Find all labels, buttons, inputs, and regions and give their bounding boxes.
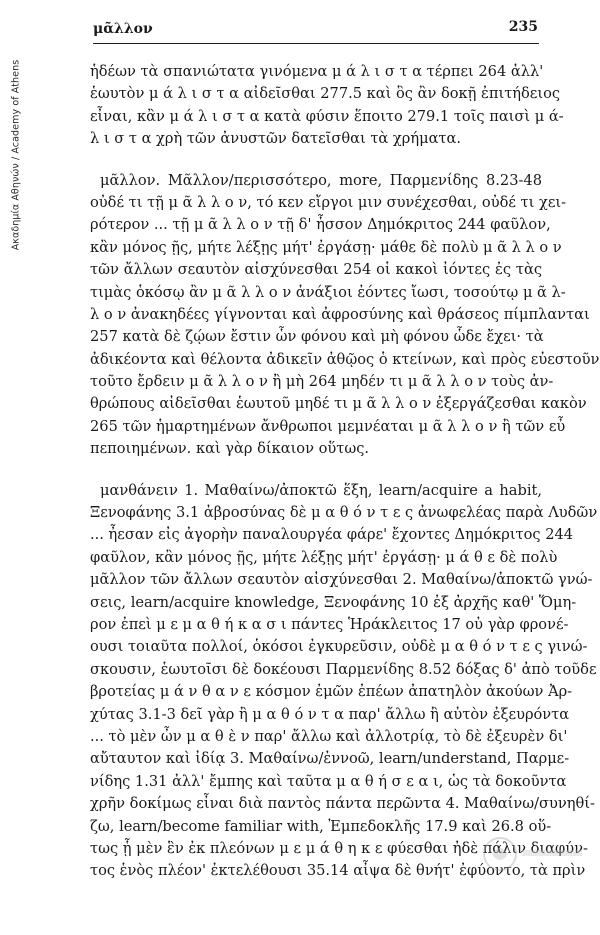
text-line: λ ο ν ἀνακηδέες γίγνονται καὶ ἀφροσύνης καὶ θράσεος πίμπλανται [90,305,590,323]
text-line: βροτείας μ ά ν θ α ν ε κόσμον ἐμῶν ἐπέων ἀπατηλὸν ἀκούων Ἀρ- [90,683,573,701]
page-body [90,61,600,883]
text-line: ... τὸ μὲν ὦν μ α θ ὲ ν παρ' ἄλλω καὶ ἀλλοτρίᾳ, τὸ δὲ ἐξευρὲν δι' [90,727,568,745]
academy-watermark [2,40,30,270]
entry-gap [90,151,542,170]
text-line: 257 κατὰ δὲ ζῴων ἔστιν ὧν φόνου καὶ μὴ φόνου ὧδε ἔχει· τὰ [90,328,544,346]
entry-heading-line: μᾶλλον. Μᾶλλον/περισσότερο, more, Παρμενίδης 8.23-48 [100,171,542,189]
text-line: σκουσιν, ἑωυτοῖσι δὲ δοκέουσι Παρμενίδης 8.52 δόξας δ' ἀπὸ τοῦδε [90,660,597,678]
text-line: τοῦτο ἔρδειν μ ᾶ λ λ ο ν ἢ μὴ 264 μηδέν τι μ ᾶ λ λ ο ν τοὺς ἀν- [90,373,554,391]
entry-mallon [90,170,600,461]
watermark-text: Ακαδημία Αθηνών / Academy of Athens [10,59,22,251]
text-line: θρώπους αἰδεῖσθαι ἑωυτοῦ μηδέ τι μ ᾶ λ λ ο ν ἐξεργάζεσθαι κακὸν [90,395,587,413]
entry-continuation [90,61,564,151]
text-line: οὐδέ τι τῇ μ ᾶ λ λ ο ν, τό κεν εἴργοι μιν συνέχεσθαι, οὐδέ τι χει- [90,193,567,211]
text-line: τιμὰς ὁκόσῳ ἂν μ ᾶ λ λ ο ν ἀνάξιοι ἐόντες ἴωσι, τοσούτῳ μ ᾶ λ- [90,283,566,301]
text-line: μᾶλλον τῶν ἄλλων σεαυτὸν αἰσχύνεσθαι 2. Μαθαίνω/ἀποκτῶ γνώ- [90,571,593,589]
entry-heading-line: μανθάνειν 1. Μαθαίνω/ἀποκτῶ ἕξη, learn/acquire a habit, [100,481,542,499]
text-line: ρότερον ... τῇ μ ᾶ λ λ ο ν τῇ δ' ἧσσον Δημόκριτος 244 φαῦλον, [90,216,551,234]
faint-stamp-mark [478,824,588,884]
text-line: τῶν ἄλλων σεαυτὸν αἰσχύνεσθαι 254 οἱ κακοὶ ἰόντες ἐς τὰς [90,261,542,279]
text-line: πεποιημένων. καὶ γὰρ δίκαιον οὕτως. [90,440,370,458]
text-line: χύτας 3.1-3 δεῖ γὰρ ἢ μ α θ ό ν τ α παρ' ἄλλω ἢ αὐτὸν ἐξευρόντα [90,705,570,723]
text-line: φαῦλον, κἂν μόνος ῇς, μήτε λέξῃς μήτ' ἐργάσῃ· μ ά θ ε δὲ πολὺ [90,548,558,566]
page-header [93,21,538,43]
entry-manthanein [90,480,598,883]
text-line: νίδης 1.31 ἀλλ' ἔμπης καὶ ταῦτα μ α θ ή σ ε α ι, ὡς τὰ δοκοῦντα [90,772,567,790]
text-line: αὔταυτον καὶ ἰδίᾳ 3. Μαθαίνω/ἐννοῶ, learn/understand, Παρμε- [90,750,570,768]
text-line: τος ἑνὸς πλέον' ἐκτελέθουσι 35.14 αἶψα δὲ θνήτ' ἐφύοντο, τὰ πρὶν [90,862,586,880]
text-line: 265 τῶν ἡμαρτημένων ἄνθρωποι μεμνέαται μ ᾶ λ λ ο ν ἢ τῶν εὖ [90,417,566,435]
text-line: ... ἦεσαν εἰς ἀγορὴν παναλουργέα φάρε' ἔχοντες Δημόκριτος 244 [90,526,574,544]
text-line: Ξενοφάνης 3.1 ἀβροσύνας δὲ μ α θ ό ν τ ε ς ἀνωφελέας παρὰ Λυδῶν [90,504,598,522]
text-line: ἑωυτὸν μ ά λ ι σ τ α αἰδεῖσθαι 277.5 καὶ ὃς ἂν δοκῇ ἐπιτήδειος [90,85,561,103]
text-line: τως ᾗ μὲν ἓν ἐκ πλεόνων μ ε μ ά θ η κ ε φύεσθαι ἠδὲ πάλιν διαφύν- [90,839,588,857]
text-line: ουσι τοιαῦτα πολλοί, ὁκόσοι ἐγκυρεῦσιν, οὐδὲ μ α θ ό ν τ ε ς γινώ- [90,638,588,656]
entry-gap [90,461,542,480]
text-line: σεις, learn/acquire knowledge, Ξενοφάνης 10 ἐξ ἀρχῆς καθ' Ὅμη- [90,593,577,611]
text-line: λ ι σ τ α χρὴ τῶν ἀνυστῶν δατεῖσθαι τὰ χρήματα. [90,130,461,148]
text-line: ρον ἐπεὶ μ ε μ α θ ή κ α σ ι πάντες Ἡράκλειτος 17 οὐ γὰρ φρονέ- [90,615,569,633]
text-line: ἀδικέοντα καὶ θέλοντα ἀδικεῖν ἀθῷος ὁ κτείνων, καὶ πρὸς εὐεστοῦν [90,350,600,368]
text-line: χρῆν δοκίμως εἶναι διὰ παντὸς πάντα περῶντα 4. Μαθαίνω/συνηθί- [90,795,595,813]
text-line: ἡδέων τὰ σπανιώτατα γινόμενα μ ά λ ι σ τ α τέρπει 264 ἀλλ' [90,63,544,80]
header-rule [93,43,539,44]
page-number: 235 [508,19,538,35]
text-line: κἂν μόνος ῇς, μήτε λέξῃς μήτ' ἐργάσῃ· μάθε δὲ πολὺ μ ᾶ λ λ ο ν [90,238,562,256]
text-line: εἶναι, κἂν μ ά λ ι σ τ α κατὰ φύσιν ἕποιτο 279.1 τοῖς παισὶ μ ά- [90,107,564,125]
running-head: μᾶλλον [93,21,153,37]
text-line: ζω, learn/become familiar with, Ἐμπεδοκλῆς 17.9 καὶ 26.8 οὕ- [90,817,552,835]
